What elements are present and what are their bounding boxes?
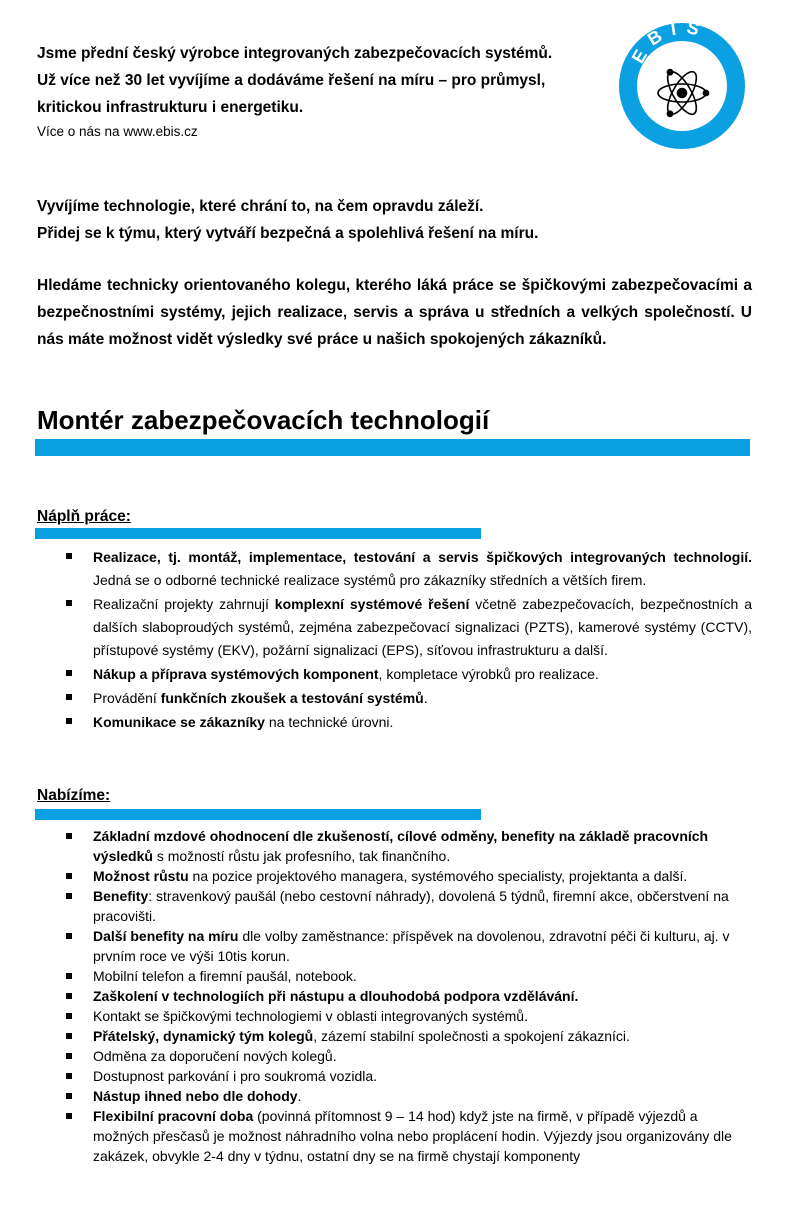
list-item: Realizační projekty zahrnují komplexní systémové řešení včetně zabezpečovacích, bezpečnostních a dalších slaboproudých systémů, zejména zabezpečovací signalizaci (PZTS), kamerové systémy (CCTV), přístupové systémy (EKV), požární signalizaci (EPS), síťovou infrastrukturu a další. — [0, 593, 752, 662]
bullet-icon — [66, 1013, 72, 1019]
list-item: Možnost růstu na pozice projektového managera, systémového specialisty, projektanta a další. — [0, 866, 752, 886]
logo-text: EBIS — [627, 21, 711, 67]
list-item: Mobilní telefon a firemní paušál, notebook. — [0, 966, 752, 986]
list-item: Odměna za doporučení nových kolegů. — [0, 1046, 752, 1066]
list-item: Další benefity na míru dle volby zaměstnance: příspěvek na dovolenou, zdravotní péči či kulturu, aj. v prvním roce ve výši 10tis korun. — [0, 926, 752, 966]
list-item: Základní mzdové ohodnocení dle zkušeností, cílové odměny, benefity na základě pracovních výsledků s možností růstu jak profesního, tak finančního. — [0, 826, 752, 866]
slogan-line-2: Přidej se k týmu, který vytváří bezpečná a spolehlivá řešení na míru. — [37, 225, 539, 242]
bullet-icon — [66, 993, 72, 999]
bullet-icon — [66, 1113, 72, 1119]
bullet-icon — [66, 600, 72, 606]
bullet-icon — [66, 1093, 72, 1099]
bullet-icon — [66, 1033, 72, 1039]
list-item: Zaškolení v technologiích při nástupu a dlouhodobá podpora vzdělávání. — [0, 986, 752, 1006]
bullet-icon — [66, 694, 72, 700]
list-item: Realizace, tj. montáž, implementace, testování a servis špičkových integrovaných technologií. Jedná se o odborné technické realizace systémů pro zákazníky středních a větších firem. — [0, 546, 752, 592]
list-item: Nákup a příprava systémových komponent, kompletace výrobků pro realizace. — [0, 663, 752, 686]
bullet-icon — [66, 670, 72, 676]
title-accent-bar — [35, 439, 750, 456]
slogan-block — [37, 193, 757, 247]
list-item: Benefity: stravenkový paušál (nebo cestovní náhrady), dovolená 5 týdnů, firemní akce, občerstvení na pracovišti. — [0, 886, 752, 926]
list-item: Provádění funkčních zkoušek a testování systémů. — [0, 687, 752, 710]
bullet-icon — [66, 873, 72, 879]
website-link[interactable]: www.ebis.cz — [123, 124, 198, 139]
bullet-icon — [66, 718, 72, 724]
intro-line-1: Jsme přední český výrobce integrovaných zabezpečovacích systémů. — [37, 45, 553, 62]
list-item: Dostupnost parkování i pro soukromá vozidla. — [0, 1066, 752, 1086]
bullet-icon — [66, 1073, 72, 1079]
slogan-line-1: Vyvíjíme technologie, které chrání to, na čem opravdu záleží. — [37, 198, 484, 215]
website-line — [37, 122, 607, 142]
duties-list — [0, 546, 794, 735]
list-item: Komunikace se zákazníky na technické úrovni. — [0, 711, 752, 734]
offer-list — [0, 826, 794, 1166]
bullet-icon — [66, 553, 72, 559]
bullet-icon — [66, 933, 72, 939]
section-accent-bar — [35, 528, 481, 539]
job-intro-paragraph: Hledáme technicky orientovaného kolegu, kterého láká práce se špičkovými zabezpečovacími a bezpečnostními systémy, jejich realizace, servis a správa u středních a velkých společností. U nás máte možnost vidět výsledky své práce u našich spokojených zákazníků. — [37, 277, 752, 348]
list-item: Flexibilní pracovní doba (povinná přítomnost 9 – 14 hod) když jste na firmě, v případě výjezdů a možných přesčasů je možnost náhradního volna nebo proplácení hodin. Výjezdy jsou organizovány dle zakázek, obvykle 2-4 dny v týdnu, ostatní dny se na firmě chystají komponenty — [0, 1106, 752, 1166]
intro-block — [37, 40, 607, 142]
intro-line-3: kritickou infrastrukturu i energetiku. — [37, 99, 304, 116]
job-title: Montér zabezpečovacích technologií — [37, 405, 490, 435]
bullet-icon — [66, 833, 72, 839]
bullet-icon — [66, 973, 72, 979]
bullet-icon — [66, 893, 72, 899]
ebis-logo — [617, 21, 747, 151]
section-heading-duties: Náplň práce: — [37, 508, 131, 525]
list-item: Přátelský, dynamický tým kolegů, zázemí stabilní společnosti a spokojení zákazníci. — [0, 1026, 752, 1046]
section-heading-offer: Nabízíme: — [37, 787, 111, 804]
bullet-icon — [66, 1053, 72, 1059]
intro-line-2: Už více než 30 let vyvíjíme a dodáváme řešení na míru – pro průmysl, — [37, 72, 546, 89]
section-accent-bar — [35, 809, 481, 820]
website-prefix: Více o nás na — [37, 124, 124, 139]
list-item: Nástup ihned nebo dle dohody. — [0, 1086, 752, 1106]
list-item: Kontakt se špičkovými technologiemi v oblasti integrovaných systémů. — [0, 1006, 752, 1026]
